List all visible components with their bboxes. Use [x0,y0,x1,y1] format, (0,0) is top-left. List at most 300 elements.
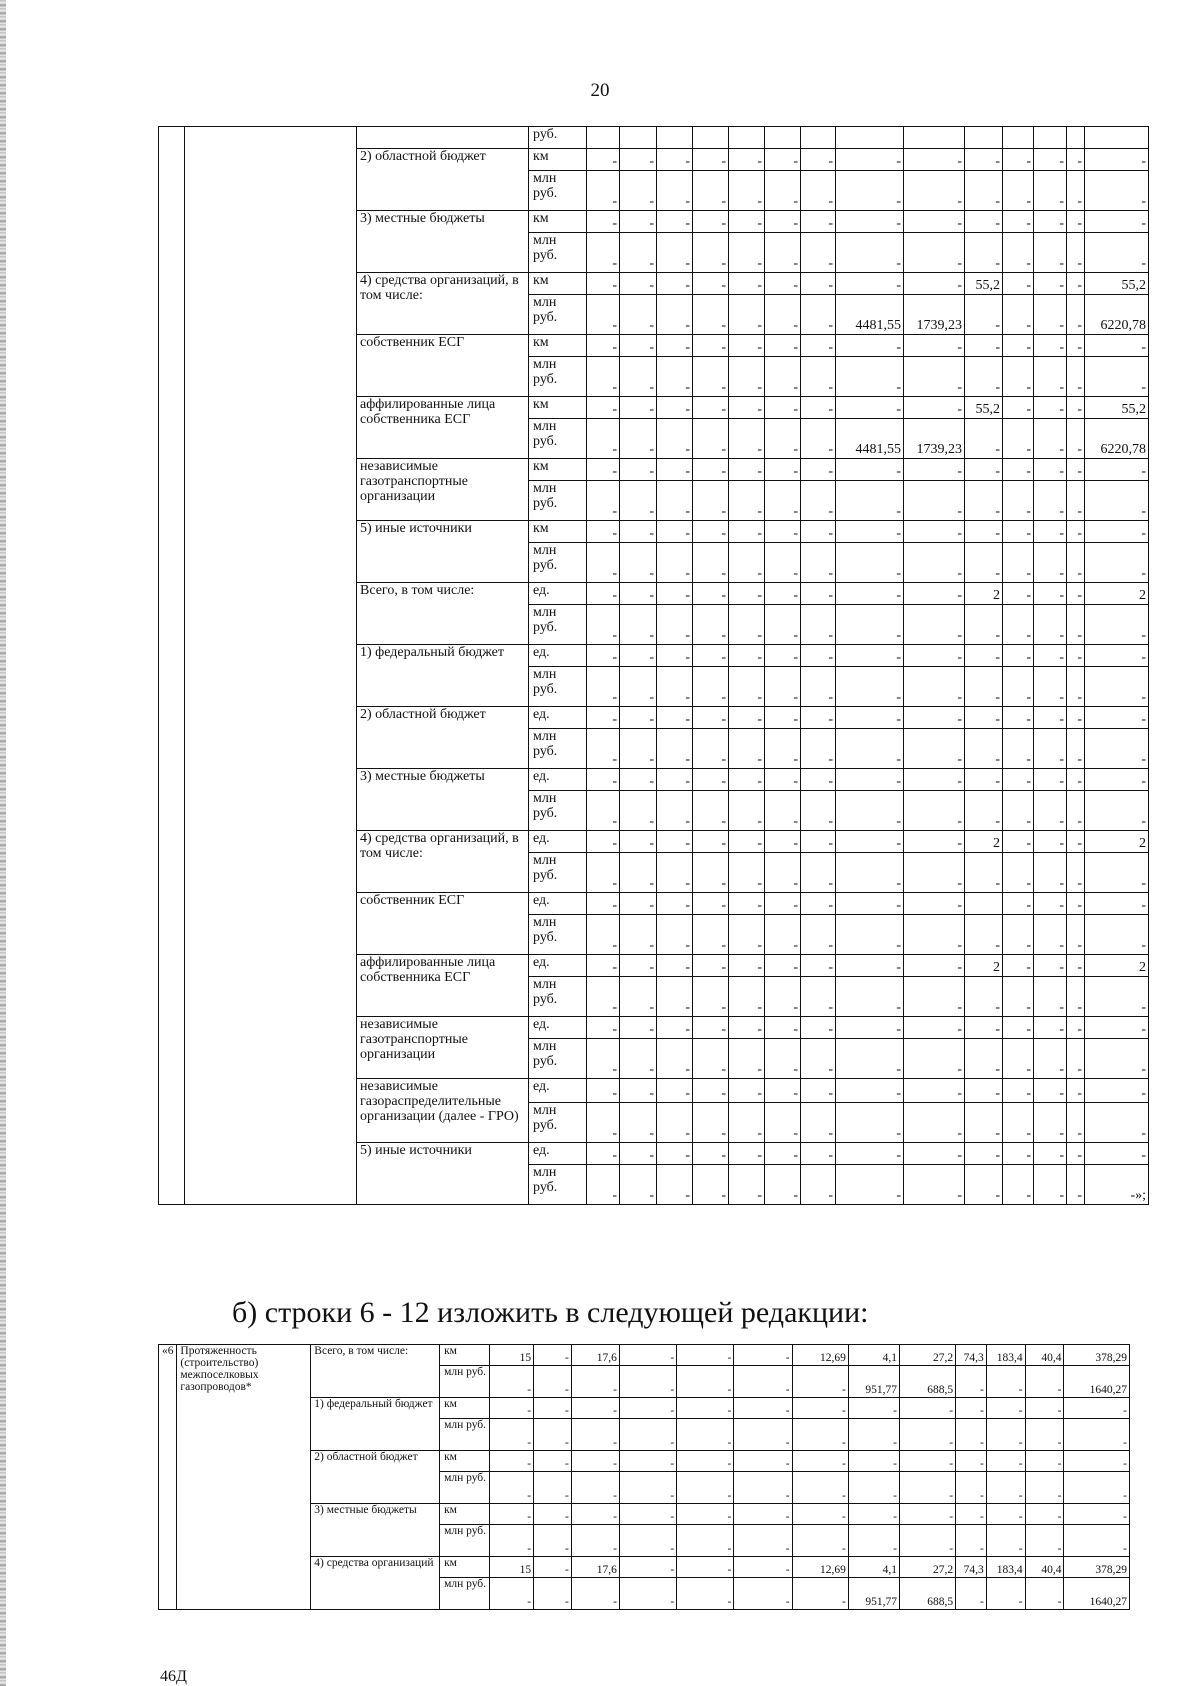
cell-value [693,127,729,149]
cell-value: - [571,1419,619,1451]
cell-value: - [657,977,693,1017]
cell-value: - [587,295,620,335]
cell-value: - [729,1017,765,1039]
cell-value: - [965,149,1003,171]
cell-value: - [904,893,965,915]
cell-value: - [1003,1039,1034,1079]
cell-value: - [620,1143,657,1165]
cell-value: - [734,1366,792,1398]
cell-value: - [620,397,657,419]
cell-value: - [904,397,965,419]
cell-value: - [904,149,965,171]
cell-value [965,893,1003,915]
cell-value: - [620,729,657,769]
cell-value: - [765,211,801,233]
cell-value: - [620,605,657,645]
cell-value: - [904,583,965,605]
cell-value: - [620,1079,657,1103]
cell-value: 951,77 [848,1366,899,1398]
cell-value: - [792,1419,848,1451]
cell-value [904,127,965,149]
cell-value: - [765,583,801,605]
cell-value: - [734,1419,792,1451]
cell-value: - [693,707,729,729]
cell-value: - [904,233,965,273]
cell-value: - [620,977,657,1017]
cell-value: - [792,1398,848,1419]
cell-value: - [1025,1578,1064,1610]
cell-value: 378,29 [1064,1345,1130,1366]
cell-value: - [836,171,904,211]
cell-value: - [587,459,620,481]
cell-value: - [1034,521,1067,543]
cell-value: - [965,1079,1003,1103]
cell-value: - [620,769,657,791]
cell-value: - [836,707,904,729]
cell-value: - [587,357,620,397]
cell-source: собственник ЕСГ [357,335,529,397]
cell-value: - [657,295,693,335]
cell-value: 74,3 [956,1557,987,1578]
cell-value: 74,3 [956,1345,987,1366]
cell-value: - [765,419,801,459]
cell-value: - [1067,769,1085,791]
cell-value: - [965,419,1003,459]
cell-value: - [1085,1143,1149,1165]
cell-value: - [490,1504,534,1525]
cell-value: - [1067,853,1085,893]
cell-value: 183,4 [986,1345,1025,1366]
cell-value: - [1067,397,1085,419]
table-gas-stations [158,126,1149,1205]
cell-value: - [1003,1143,1034,1165]
cell-value: - [734,1345,792,1366]
cell-value: - [587,397,620,419]
cell-source: 2) областной бюджет [357,149,529,211]
cell-value [836,127,904,149]
cell-value: - [571,1451,619,1472]
cell-value: - [729,1103,765,1143]
cell-value: - [801,211,836,233]
cell-value: - [1067,583,1085,605]
table-row [159,1345,1130,1366]
cell-value: - [729,893,765,915]
cell-value: - [534,1504,572,1525]
cell-value: 17,6 [571,1345,619,1366]
cell-value: - [801,645,836,667]
cell-value: - [1003,893,1034,915]
cell-value: - [904,1143,965,1165]
cell-value: - [677,1525,734,1557]
cell-value: - [693,273,729,295]
cell-value: - [620,335,657,357]
cell-value: - [620,893,657,915]
cell-value: - [836,893,904,915]
cell-value: - [1067,211,1085,233]
cell-value: - [836,1165,904,1205]
cell-value: - [729,1143,765,1165]
cell-value: - [1003,149,1034,171]
cell-value: - [1085,1079,1149,1103]
cell-value: - [1034,1143,1067,1165]
cell-value [657,127,693,149]
cell-unit: млн руб. [529,481,587,521]
cell-value: - [801,357,836,397]
cell-value: - [1067,645,1085,667]
cell-value: - [904,707,965,729]
cell-value: - [836,335,904,357]
cell-value: - [620,459,657,481]
cell-unit: млн руб. [529,357,587,397]
cell-value: - [619,1504,676,1525]
cell-value: - [587,211,620,233]
cell-value: - [619,1366,676,1398]
cell-value: - [986,1525,1025,1557]
cell-value: - [657,273,693,295]
cell-value: - [848,1398,899,1419]
cell-value: 688,5 [899,1366,955,1398]
cell-value: - [801,1039,836,1079]
cell-value: - [587,521,620,543]
cell-value: - [1085,893,1149,915]
cell-value: - [1003,1017,1034,1039]
cell-value: - [1003,295,1034,335]
cell-value: 12,69 [792,1557,848,1578]
cell-value: 2 [965,831,1003,853]
cell-value: - [729,397,765,419]
cell-value: - [956,1419,987,1451]
cell-value: - [587,543,620,583]
cell-value: - [899,1419,955,1451]
cell-value: - [965,769,1003,791]
cell-value: - [1064,1419,1130,1451]
cell-value: - [693,893,729,915]
cell-unit: км [440,1557,490,1578]
cell-value: - [965,667,1003,707]
cell-value: - [986,1419,1025,1451]
cell-unit: млн руб. [529,915,587,955]
cell-value: - [848,1419,899,1451]
cell-value: 55,2 [1085,397,1149,419]
cell-no [159,127,185,1205]
cell-value: - [1067,273,1085,295]
cell-value: - [693,1103,729,1143]
cell-value: - [986,1366,1025,1398]
cell-value: - [1067,295,1085,335]
cell-value: - [792,1451,848,1472]
cell-value: - [1034,397,1067,419]
cell-value: - [1067,171,1085,211]
cell-value: - [836,645,904,667]
cell-value: - [836,853,904,893]
cell-value: - [801,831,836,853]
cell-value: - [765,831,801,853]
cell-value: - [693,1143,729,1165]
cell-value: - [956,1578,987,1610]
cell-value: - [620,171,657,211]
cell-value: - [1067,521,1085,543]
cell-value: - [1003,729,1034,769]
cell-value: 6220,78 [1085,419,1149,459]
cell-value: - [620,211,657,233]
cell-source: 2) областной бюджет [357,707,529,769]
cell-value: - [657,831,693,853]
cell-value: - [1067,543,1085,583]
cell-value: - [765,149,801,171]
cell-value: - [801,729,836,769]
cell-value: - [1034,605,1067,645]
cell-value: - [836,211,904,233]
cell-value: - [836,397,904,419]
cell-unit: млн руб. [529,977,587,1017]
cell-value: - [899,1504,955,1525]
cell-value: - [657,397,693,419]
cell-value: - [490,1398,534,1419]
cell-value: - [657,707,693,729]
table-row [159,127,1149,149]
cell-value: - [801,397,836,419]
cell-value: - [693,295,729,335]
cell-value: - [1034,1017,1067,1039]
cell-value: - [1085,667,1149,707]
cell-value: - [956,1451,987,1472]
cell-value: - [620,1165,657,1205]
cell-value: - [965,1039,1003,1079]
cell-value: - [1003,853,1034,893]
cell-value: - [571,1398,619,1419]
cell-value: - [620,791,657,831]
cell-value: - [1085,149,1149,171]
cell-value: - [801,791,836,831]
cell-value: 55,2 [1085,273,1149,295]
cell-value: - [965,707,1003,729]
cell-value: - [619,1557,676,1578]
cell-value: - [620,149,657,171]
cell-value: - [836,357,904,397]
cell-value: - [904,1079,965,1103]
cell-unit: млн руб. [529,853,587,893]
cell-value: - [693,419,729,459]
cell-value: - [677,1345,734,1366]
cell-value: - [534,1525,572,1557]
cell-value: - [792,1366,848,1398]
cell-unit: млн руб. [529,1039,587,1079]
cell-value: - [765,1143,801,1165]
cell-value: - [587,149,620,171]
cell-source: собственник ЕСГ [357,893,529,955]
cell-value: - [657,357,693,397]
cell-value: - [801,295,836,335]
cell-value: 378,29 [1064,1557,1130,1578]
cell-value: - [693,1079,729,1103]
cell-value: - [904,211,965,233]
cell-value: - [587,729,620,769]
cell-unit: км [529,335,587,357]
cell-value: - [534,1345,572,1366]
cell-value: - [765,1079,801,1103]
cell-value: - [734,1398,792,1419]
cell-value: - [1064,1398,1130,1419]
cell-value: - [1067,977,1085,1017]
cell-value: - [693,853,729,893]
cell-value: - [571,1525,619,1557]
cell-value: - [1085,1103,1149,1143]
cell-unit: км [440,1504,490,1525]
cell-value: - [1003,335,1034,357]
cell-value: - [620,233,657,273]
cell-value: - [620,915,657,955]
cell-unit: млн руб. [440,1419,490,1451]
cell-value: - [956,1366,987,1398]
cell-value: - [620,543,657,583]
cell-value: - [534,1578,572,1610]
cell-value: - [765,357,801,397]
cell-value: - [765,1039,801,1079]
cell-value: - [587,171,620,211]
cell-value: 1739,23 [904,295,965,335]
cell-value: - [1034,667,1067,707]
cell-unit: млн руб. [440,1472,490,1504]
cell-value: - [1003,977,1034,1017]
cell-value: 2 [1085,955,1149,977]
cell-value: - [904,521,965,543]
cell-unit: км [529,211,587,233]
cell-value: - [657,853,693,893]
cell-value: - [836,915,904,955]
cell-value: - [836,273,904,295]
cell-value: - [792,1525,848,1557]
cell-value: - [587,893,620,915]
cell-value: - [765,295,801,335]
cell-unit: км [529,149,587,171]
cell-value: - [1034,459,1067,481]
cell-value: - [620,1039,657,1079]
cell-value: - [965,459,1003,481]
cell-value: - [729,853,765,893]
cell-value: - [1085,233,1149,273]
cell-value: - [765,667,801,707]
cell-value: - [765,233,801,273]
cell-value: - [729,543,765,583]
cell-unit: млн руб. [529,1165,587,1205]
cell-value: - [657,645,693,667]
cell-value: - [904,481,965,521]
cell-value: - [657,667,693,707]
cell-source: 3) местные бюджеты [357,211,529,273]
cell-value: - [677,1451,734,1472]
cell-value: - [1003,233,1034,273]
cell-value: - [801,459,836,481]
cell-value: - [587,583,620,605]
cell-value: - [620,831,657,853]
cell-value: - [587,481,620,521]
cell-unit: км [440,1398,490,1419]
cell-value: - [734,1472,792,1504]
cell-unit: ед. [529,1079,587,1103]
cell-value: - [765,543,801,583]
cell-value: - [1034,583,1067,605]
cell-value: - [1003,645,1034,667]
cell-source: независимые газотранспортные организации [357,459,529,521]
cell-unit: млн руб. [529,171,587,211]
cell-unit: млн руб. [529,233,587,273]
cell-value: - [1085,853,1149,893]
cell-value: - [899,1472,955,1504]
cell-value [729,127,765,149]
amendment-heading: б) строки 6 - 12 изложить в следующей редакции: [232,1296,869,1329]
cell-value: - [1025,1525,1064,1557]
cell-value: - [765,1103,801,1143]
cell-value: 4,1 [848,1345,899,1366]
cell-value: - [729,357,765,397]
footer-code: 46Д [160,1668,187,1685]
cell-value: - [836,583,904,605]
cell-value: - [729,295,765,335]
cell-value: - [1034,357,1067,397]
cell-value: - [729,419,765,459]
cell-value: - [1085,791,1149,831]
cell-value: - [765,481,801,521]
cell-value: - [1085,335,1149,357]
cell-value: - [1067,955,1085,977]
cell-value: - [490,1419,534,1451]
cell-value: - [734,1525,792,1557]
cell-value: - [1067,605,1085,645]
cell-value: - [801,1079,836,1103]
cell-value: - [801,171,836,211]
cell-value: - [801,233,836,273]
cell-value: - [986,1472,1025,1504]
cell-unit: км [529,521,587,543]
cell-value: - [801,915,836,955]
cell-value: - [693,605,729,645]
cell-value: - [836,543,904,583]
cell-value: - [765,977,801,1017]
cell-value: - [1085,605,1149,645]
cell-value: - [1025,1419,1064,1451]
cell-source: Всего, в том числе: [311,1345,440,1398]
cell-value: 4481,55 [836,419,904,459]
cell-value: - [965,211,1003,233]
cell-unit: ед. [529,769,587,791]
cell-value: - [620,583,657,605]
cell-value: - [620,1017,657,1039]
cell-value: 2 [1085,831,1149,853]
cell-value: - [729,149,765,171]
cell-value: - [1003,273,1034,295]
cell-value: - [848,1504,899,1525]
cell-value: - [1034,977,1067,1017]
cell-value: - [693,481,729,521]
cell-value: - [1003,605,1034,645]
cell-unit: км [440,1451,490,1472]
cell-value: 55,2 [965,273,1003,295]
cell-value: - [1085,1017,1149,1039]
cell-value: - [1034,233,1067,273]
cell-value: - [693,1017,729,1039]
cell-value: - [1085,521,1149,543]
cell-value: - [765,893,801,915]
cell-value: - [1085,915,1149,955]
cell-source: 2) областной бюджет [311,1451,440,1504]
cell-value: - [1003,831,1034,853]
cell-value: - [904,1165,965,1205]
cell-value: - [1034,1079,1067,1103]
cell-value: - [765,521,801,543]
cell-value: 40,4 [1025,1557,1064,1578]
cell-value: - [765,915,801,955]
cell-value: - [836,1039,904,1079]
